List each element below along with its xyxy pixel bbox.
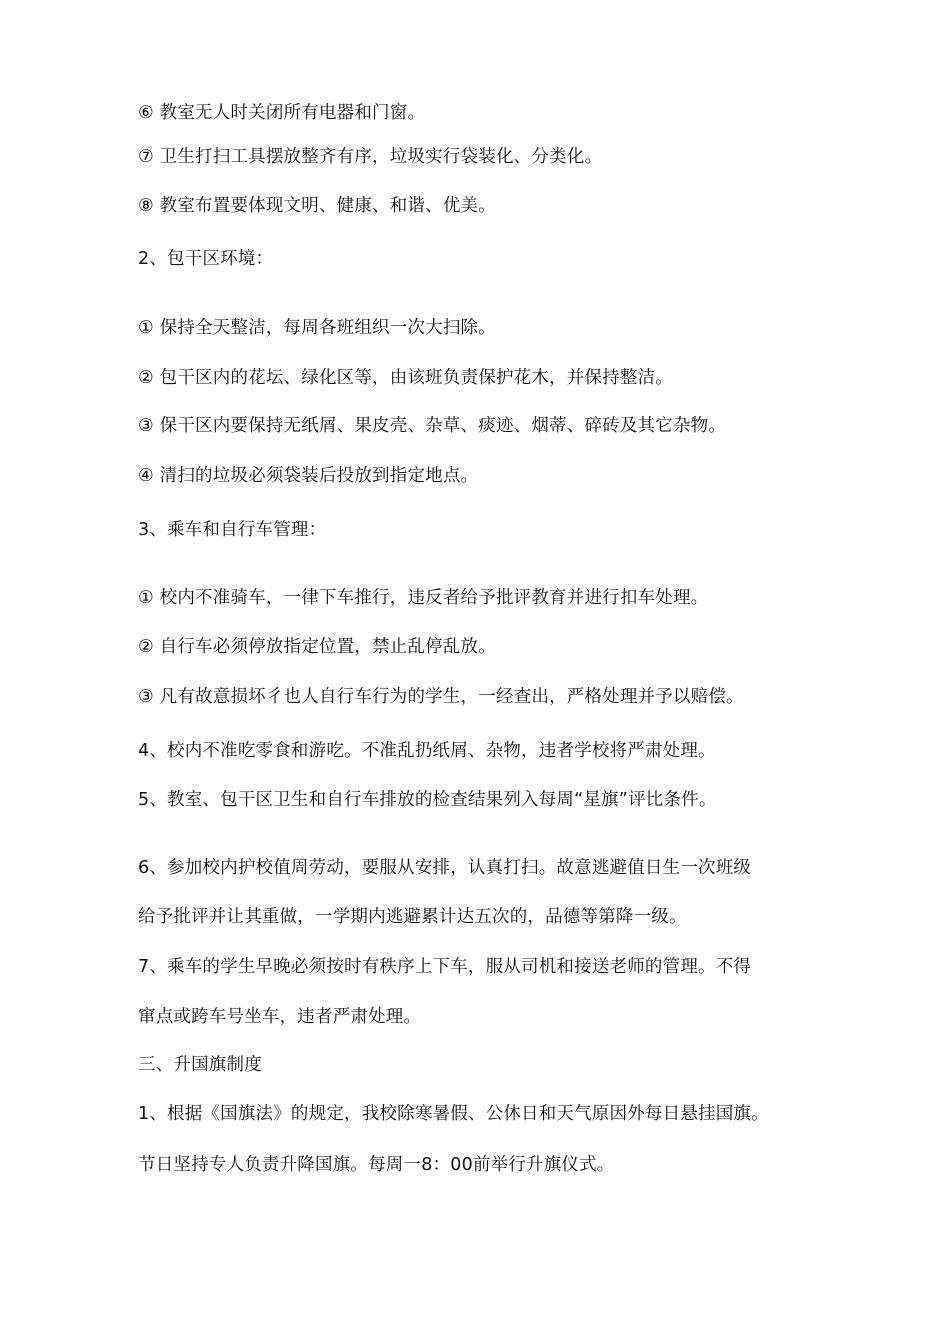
rule-item-6-classroom-power: ⑥ 教室无人时关闭所有电器和门窗。 (138, 103, 426, 123)
area-item-2: ② 包干区内的花坛、绿化区等，由该班负责保护花木，并保持整洁。 (138, 368, 673, 388)
rule-6-duty-labor-line-2: 给予批评并让其重做，一学期内逃避累计达五次的，品德等第降一级。 (138, 907, 687, 927)
section-heading-vehicle-management: 3、乘车和自行车管理： (138, 520, 327, 540)
vehicle-item-1: ① 校内不准骑车，一律下车推行，违反者给予批评教育并进行扣车处理。 (138, 588, 709, 608)
rule-5-inspection-results: 5、教室、包干区卫生和自行车排放的检查结果列入每周“星旗”评比条件。 (138, 790, 717, 810)
flag-rule-1-line-2: 节日坚持专人负责升降国旗。每周一8：00前举行升旗仪式。 (138, 1155, 615, 1175)
rule-7-bus-riding-line-2: 窜点或跨车号坐车，违者严肃处理。 (138, 1007, 422, 1027)
rule-item-8-classroom-decoration: ⑧ 教室布置要体现文明、健康、和谐、优美。 (138, 196, 496, 216)
section-heading-area-environment: 2、包干区环境： (138, 249, 274, 269)
vehicle-item-2: ② 自行车必须停放指定位置，禁止乱停乱放。 (138, 637, 496, 657)
rule-4-no-snacks: 4、校内不准吃零食和游吃。不准乱扔纸屑、杂物，违者学校将严肃处理。 (138, 741, 716, 761)
area-item-4: ④ 清扫的垃圾必须袋装后投放到指定地点。 (138, 466, 479, 486)
area-item-1: ① 保持全天整洁，每周各班组织一次大扫除。 (138, 318, 496, 338)
flag-rule-1-line-1: 1、根据《国旗法》的规定，我校除寒暑假、公休日和天气原因外每日悬挂国旗。 (138, 1104, 769, 1124)
area-item-3: ③ 保干区内要保持无纸屑、果皮壳、杂草、痰迹、烟蒂、碎砖及其它杂物。 (138, 416, 727, 436)
rule-6-duty-labor-line-1: 6、参加校内护校值周劳动，要服从安排，认真打扫。故意逃避值日生一次班级 (138, 858, 752, 878)
rule-item-7-cleaning-tools: ⑦ 卫生打扫工具摆放整齐有序，垃圾实行袋装化、分类化。 (138, 147, 603, 167)
vehicle-item-3: ③ 凡有故意损坏彳也人自行车行为的学生，一经查出，严格处理并予以赔偿。 (138, 687, 744, 707)
rule-7-bus-riding-line-1: 7、乘车的学生早晚必须按时有秩序上下车，服从司机和接送老师的管理。不得 (138, 957, 752, 977)
section-heading-flag-raising: 三、升国旗制度 (138, 1055, 262, 1075)
